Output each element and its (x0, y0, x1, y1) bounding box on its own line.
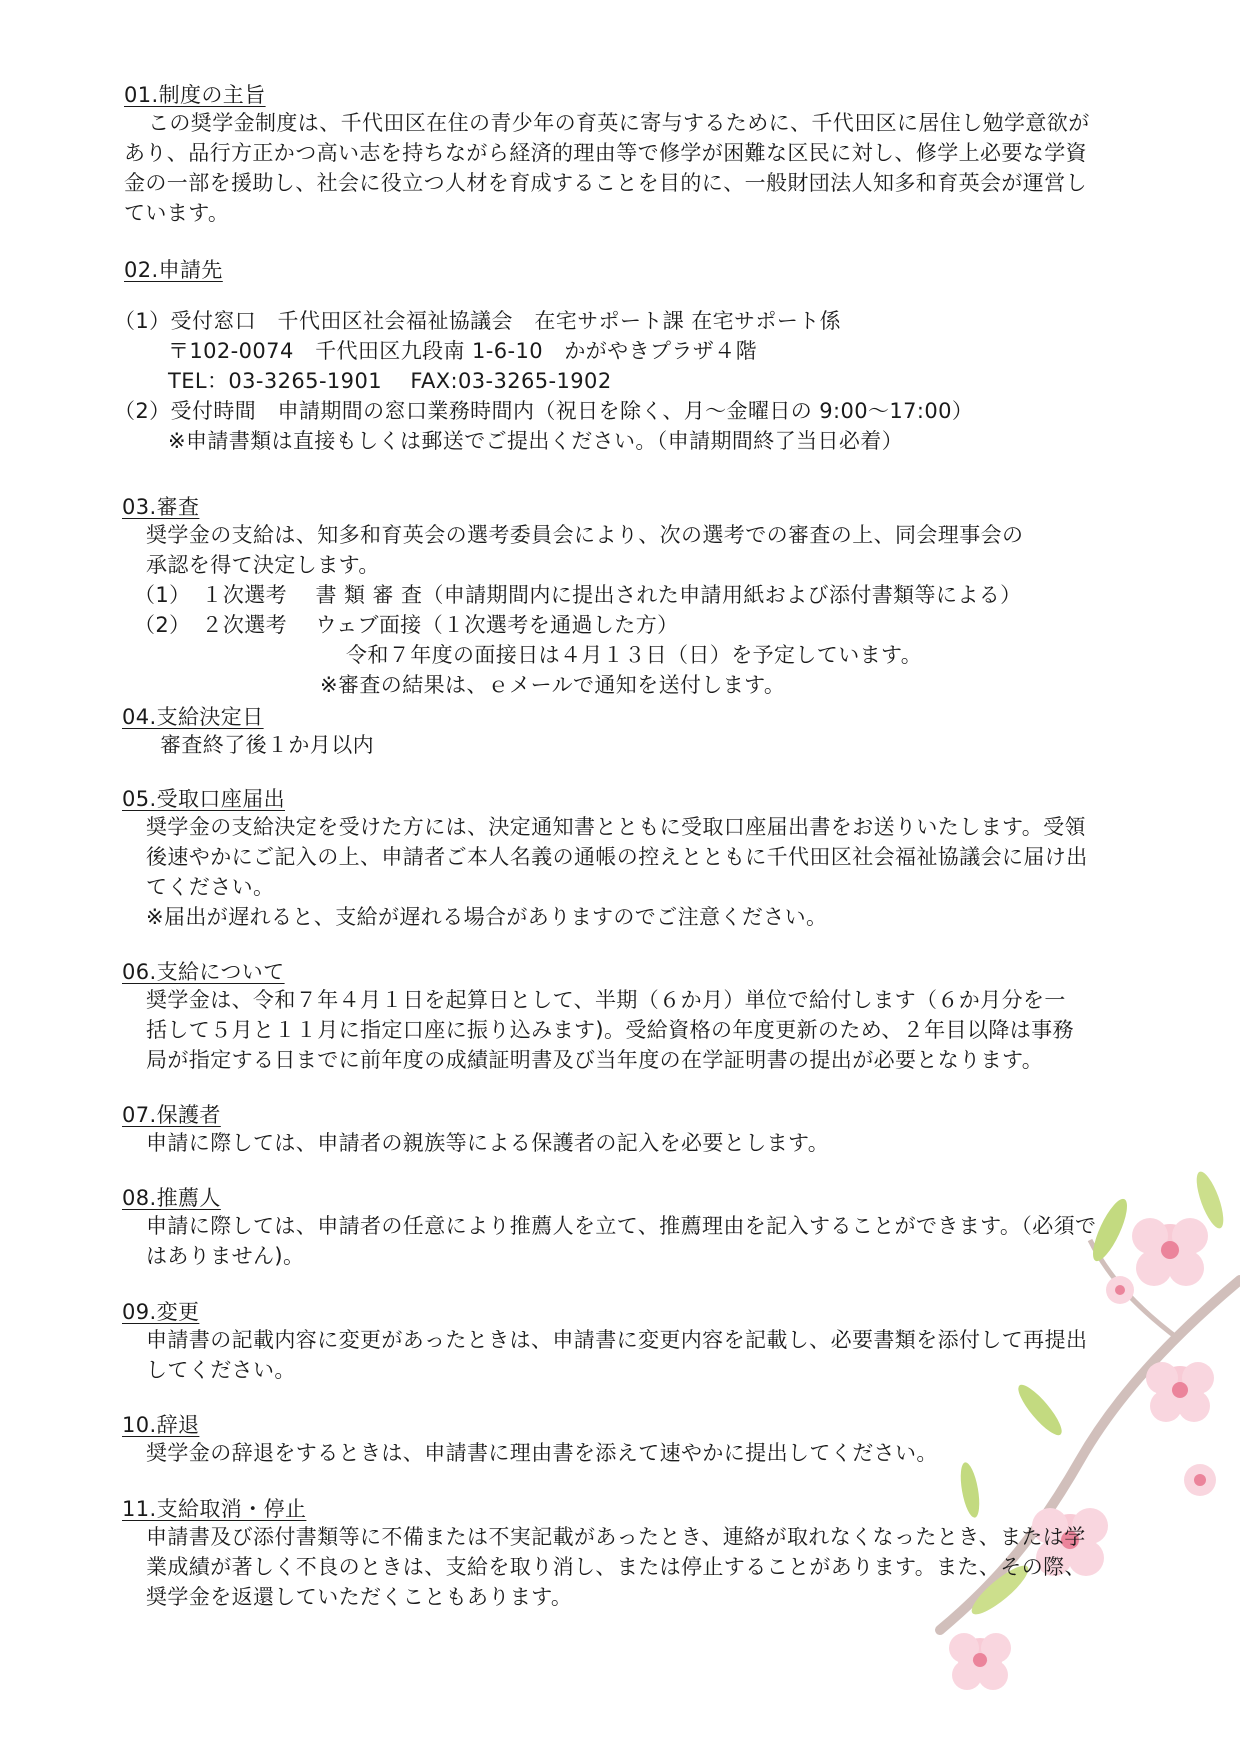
section-02-line: （2）受付時間 申請期間の窓口業務時間内（祝日を除く、月～金曜日の 9:00～17:00） (114, 399, 974, 423)
section-06-line: 局が指定する日までに前年度の成績証明書及び当年度の在学証明書の提出が必要となります。 (146, 1048, 1044, 1072)
section-07-line: 申請に際しては、申請者の親族等による保護者の記入を必要とします。 (146, 1131, 830, 1155)
section-06-line: 奨学金は、令和７年４月１日を起算日として、半期（６か月）単位で給付します（６か月分を一 (146, 988, 1066, 1012)
section-10-heading: 10.辞退 (122, 1413, 200, 1437)
section-08-line: 申請に際しては、申請者の任意により推薦人を立て、推薦理由を記入することができます。（必須で (146, 1214, 1097, 1238)
section-09-line: してください。 (146, 1358, 296, 1382)
section-10-line: 奨学金の辞退をするときは、申請書に理由書を添えて速やかに提出してください。 (146, 1441, 938, 1465)
section-11-line: 奨学金を返還していただくこともあります。 (146, 1585, 573, 1609)
section-01-line: この奨学金制度は、千代田区在住の青少年の育英に寄与するために、千代田区に居住し勉学意欲が (148, 111, 1090, 135)
section-01-line: ています。 (124, 201, 230, 225)
section-04-heading: 04.支給決定日 (122, 705, 264, 729)
section-03-line: 令和７年度の面接日は４月１３日（日）を予定しています。 (346, 643, 923, 667)
section-01-line: 金の一部を援助し、社会に役立つ人材を育成することを目的に、一般財団法人知多和育英会が運営し (124, 171, 1087, 195)
section-07-heading: 07.保護者 (122, 1103, 221, 1127)
section-03-line: 承認を得て決定します。 (146, 553, 380, 577)
section-02-line: 〒102-0074 千代田区九段南 1-6-10 かがやきプラザ４階 (168, 339, 757, 363)
section-08-heading: 08.推薦人 (122, 1186, 221, 1210)
section-05-line: ※届出が遅れると、支給が遅れる場合がありますのでご注意ください。 (146, 905, 828, 929)
section-11-line: 申請書及び添付書類等に不備または不実記載があったとき、連絡が取れなくなったとき、または学 (146, 1525, 1086, 1549)
section-09-heading: 09.変更 (122, 1300, 200, 1324)
section-03-line: （2） ２次選考 ウェブ面接（１次選考を通過した方） (134, 613, 679, 637)
section-11-heading: 11.支給取消・停止 (122, 1497, 307, 1521)
section-04-line: 審査終了後１か月以内 (160, 733, 374, 757)
section-09-line: 申請書の記載内容に変更があったときは、申請書に変更内容を記載し、必要書類を添付して再提出 (146, 1328, 1088, 1352)
section-02-line: ※申請書類は直接もしくは郵送でご提出ください。（申請期間終了当日必着） (168, 429, 904, 453)
section-06-line: 括して５月と１１月に指定口座に振り込みます)。受給資格の年度更新のため、２年目以降は事務 (146, 1018, 1074, 1042)
section-05-heading: 05.受取口座届出 (122, 787, 285, 811)
section-03-heading: 03.審査 (122, 495, 200, 519)
section-06-heading: 06.支給について (122, 960, 285, 984)
section-02-line: （1）受付窓口 千代田区社会福祉協議会 在宅サポート課 在宅サポート係 (114, 309, 842, 333)
section-05-line: 後速やかにご記入の上、申請者ご本人名義の通帳の控えとともに千代田区社会福祉協議会に届け出 (146, 845, 1088, 869)
section-03-line: 奨学金の支給は、知多和育英会の選考委員会により、次の選考での審査の上、同会理事会の (146, 523, 1024, 547)
section-02-heading: 02.申請先 (124, 258, 223, 282)
section-08-line: はありません)。 (146, 1244, 305, 1268)
section-01-line: あり、品行方正かつ高い志を持ちながら経済的理由等で修学が困難な区民に対し、修学上必要な学資 (124, 141, 1087, 165)
section-02-line: TEL：03-3265-1901 FAX:03-3265-1902 (168, 369, 612, 393)
section-05-line: てください。 (146, 875, 275, 899)
section-05-line: 奨学金の支給決定を受けた方には、決定通知書とともに受取口座届出書をお送りいたします。受領 (146, 815, 1086, 839)
section-01-heading: 01.制度の主旨 (124, 83, 266, 107)
section-11-line: 業成績が著しく不良のときは、支給を取り消し、または停止することがあります。また、その際、 (146, 1555, 1086, 1579)
section-03-line: （1） １次選考 書 類 審 査（申請期間内に提出された申請用紙および添付書類等による） (134, 583, 1022, 607)
section-03-line: ※審査の結果は、ｅメールで通知を送付します。 (320, 673, 786, 697)
